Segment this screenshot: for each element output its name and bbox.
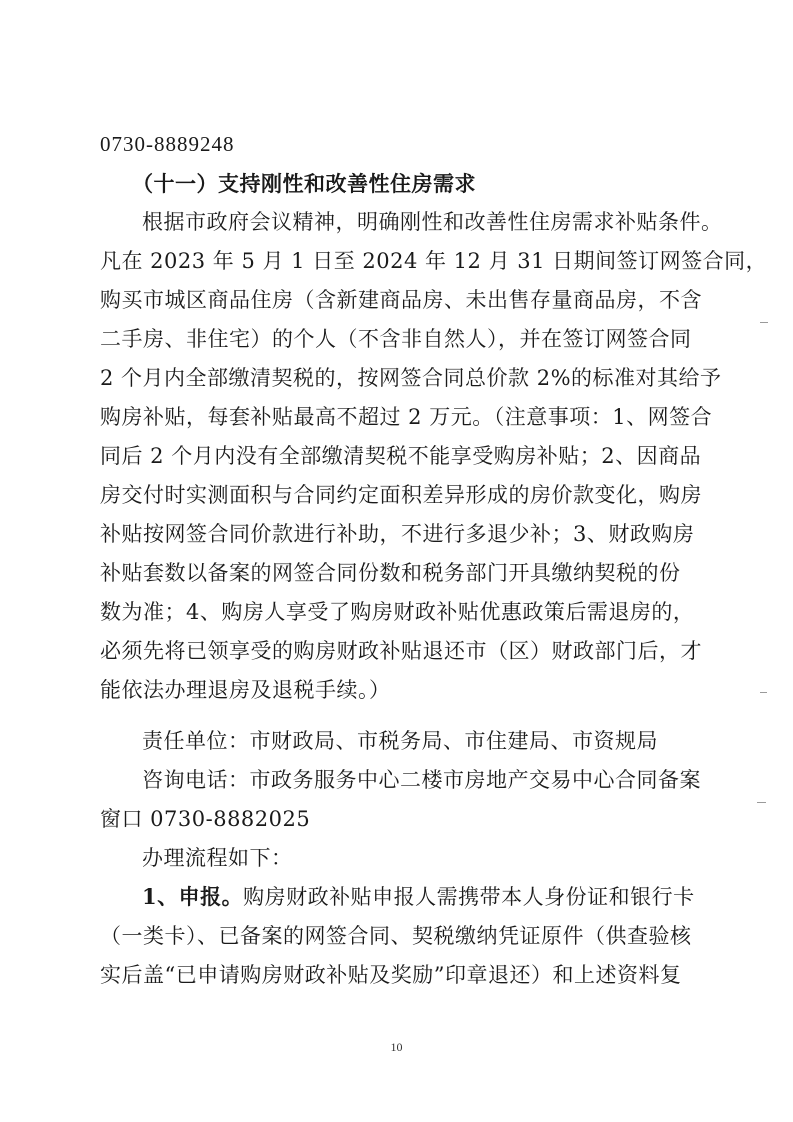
step-1-line: （一类卡）、已备案的网签合同、契税缴纳凭证原件（供查验核 [100,924,692,948]
step-1-label: 1、申报。 [142,884,244,909]
step-1-text: 购房财政补贴申报人需携带本人身份证和银行卡 [243,885,695,909]
paragraph-line: 补贴套数以备案的网签合同份数和税务部门开具缴纳契税的份 [100,561,681,585]
responsible-units: 责任单位：市财政局、市税务局、市住建局、市资规局 [142,729,658,753]
paragraph-line: 能依法办理退房及退税手续。） [100,678,391,702]
paragraph-line: 同后 2 个月内没有全部缴清契税不能享受购房补贴；2、因商品 [100,444,702,468]
section-heading: （十一）支持刚性和改善性住房需求 [132,171,476,196]
scan-edge-mark [760,692,767,693]
paragraph-line: 购买市城区商品住房（含新建商品房、未出售存量商品房，不含 [100,288,702,312]
paragraph-line: 补贴按网签合同价款进行补助，不进行多退少补；3、财政购房 [100,522,695,546]
paragraph-line: 2 个月内全部缴清契税的，按网签合同总价款 2%的标准对其给予 [100,366,722,390]
scan-edge-mark [757,802,766,803]
paragraph-line: 房交付时实测面积与合同约定面积差异形成的房价款变化，购房 [100,483,702,507]
consult-phone-line-continued: 窗口 0730-8882025 [100,807,311,831]
step-1-line [142,883,720,911]
phone-number-top: 0730-8889248 [100,132,235,156]
paragraph-line: 数为准；4、购房人享受了购房财政补贴优惠政策后需退房的， [100,600,695,624]
page-number: 10 [390,1040,403,1054]
paragraph-line: 二手房、非住宅）的个人（不含非自然人），并在签订网签合同 [100,327,692,351]
step-1-line: 实后盖“已申请购房财政补贴及奖励”印章退还）和上述资料复 [100,963,682,987]
paragraph-line: 凡在 2023 年 5 月 1 日至 2024 年 12 月 31 日期间签订网签合同， [100,249,768,273]
process-intro: 办理流程如下： [142,846,293,870]
paragraph-line: 必须先将已领享受的购房财政补贴退还市（区）财政部门后，才 [100,639,702,663]
consult-phone-line: 咨询电话：市政务服务中心二楼市房地产交易中心合同备案 [142,768,701,792]
paragraph-line: 购房补贴，每套补贴最高不超过 2 万元。（注意事项：1、网签合 [100,405,713,429]
paragraph-line: 根据市政府会议精神，明确刚性和改善性住房需求补贴条件。 [142,210,723,234]
scan-edge-mark [760,322,768,323]
